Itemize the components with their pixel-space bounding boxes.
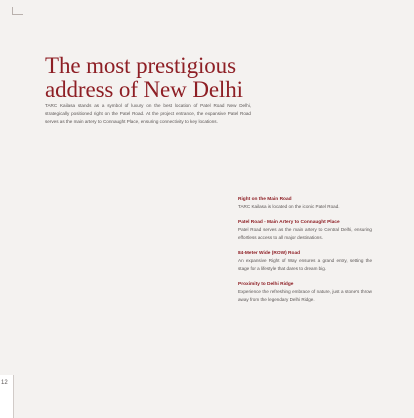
feature-description: Patel Road serves as the main artery to Central Delhi, ensuring effortless access to all major destinations.: [238, 227, 372, 240]
page-number: 12: [1, 380, 8, 386]
feature-item-main-artery: [238, 219, 372, 242]
feature-description: TARC Kailasa is located on the iconic Patel Road.: [238, 204, 340, 209]
feature-description: Experience the refreshing embrace of nature, just a stone's throw away from the legendary Delhi Ridge.: [238, 289, 372, 302]
page-headline: The most prestigious address of New Delhi: [45, 53, 243, 102]
intro-paragraph: TARC Kailasa stands as a symbol of luxury on the best location of Patel Road New Delhi, strategically positioned right on the Patel Road. At the project entrance, the expansive Patel Road serves as the main artery to Connaught Place, ensuring connectivity to key locations.: [45, 103, 251, 125]
feature-item-delhi-ridge: [238, 281, 372, 304]
feature-title: Proximity to Delhi Ridge: [238, 282, 294, 287]
feature-title: Patel Road - Main Artery to Connaught Place: [238, 220, 340, 225]
feature-title: Right on the Main Road: [238, 197, 292, 202]
page-number-tab: [0, 375, 14, 418]
logo-mark: [12, 7, 23, 15]
features-list: [238, 196, 372, 312]
feature-description: An expansive Right of Way ensures a grand entry, setting the stage for a lifestyle that dares to dream big.: [238, 258, 372, 271]
feature-item-wide-road: [238, 250, 372, 273]
feature-item-main-road: [238, 196, 372, 211]
feature-title: 84-Meter Wide (ROW) Road: [238, 251, 301, 256]
